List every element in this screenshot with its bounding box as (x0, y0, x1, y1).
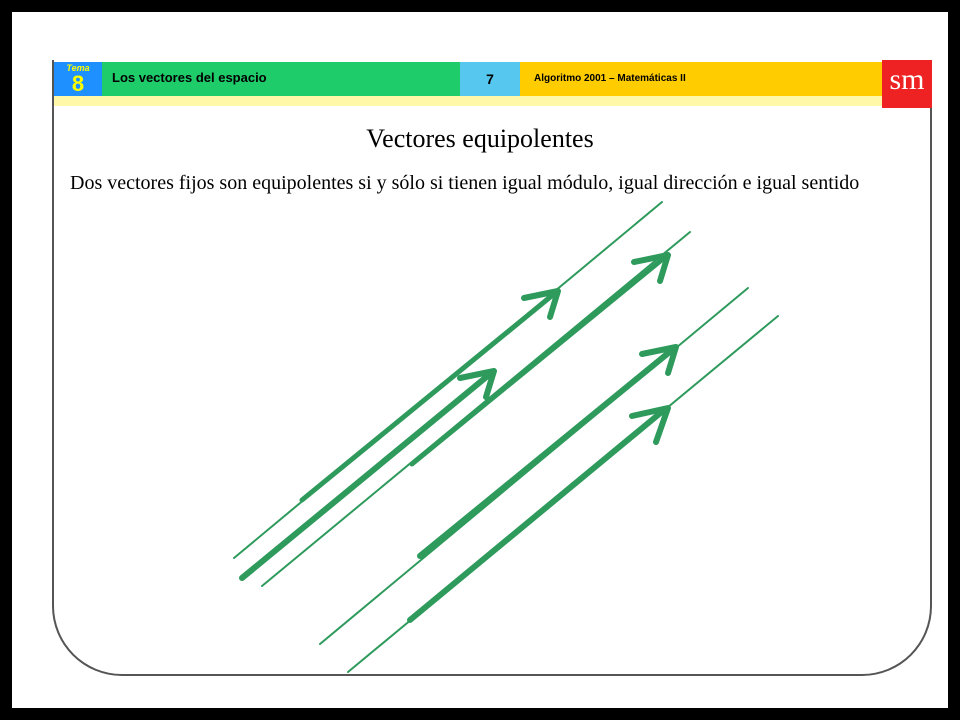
tema-number: 8 (71, 71, 85, 96)
definition-text: Dos vectores fijos son equipolentes si y sólo si tienen igual módulo, igual dirección e igual sentido (70, 172, 860, 194)
vector-3-shaft (412, 258, 664, 464)
course-title: Algoritmo 2001 – Matemáticas II (520, 62, 882, 96)
vector-2-shaft (242, 374, 490, 578)
slide (12, 12, 948, 708)
slide-heading: Vectores equipolentes (366, 124, 594, 153)
vector-5-shaft (410, 410, 664, 620)
publisher-logo: sm (882, 60, 932, 108)
chapter-title: Los vectores del espacio (102, 62, 460, 96)
page-number: 7 (460, 62, 520, 96)
equipollent-vectors-diagram (12, 12, 948, 708)
tema-label: Tema (66, 63, 90, 73)
vector-4-shaft (420, 350, 672, 556)
vector-1-shaft (302, 294, 554, 500)
